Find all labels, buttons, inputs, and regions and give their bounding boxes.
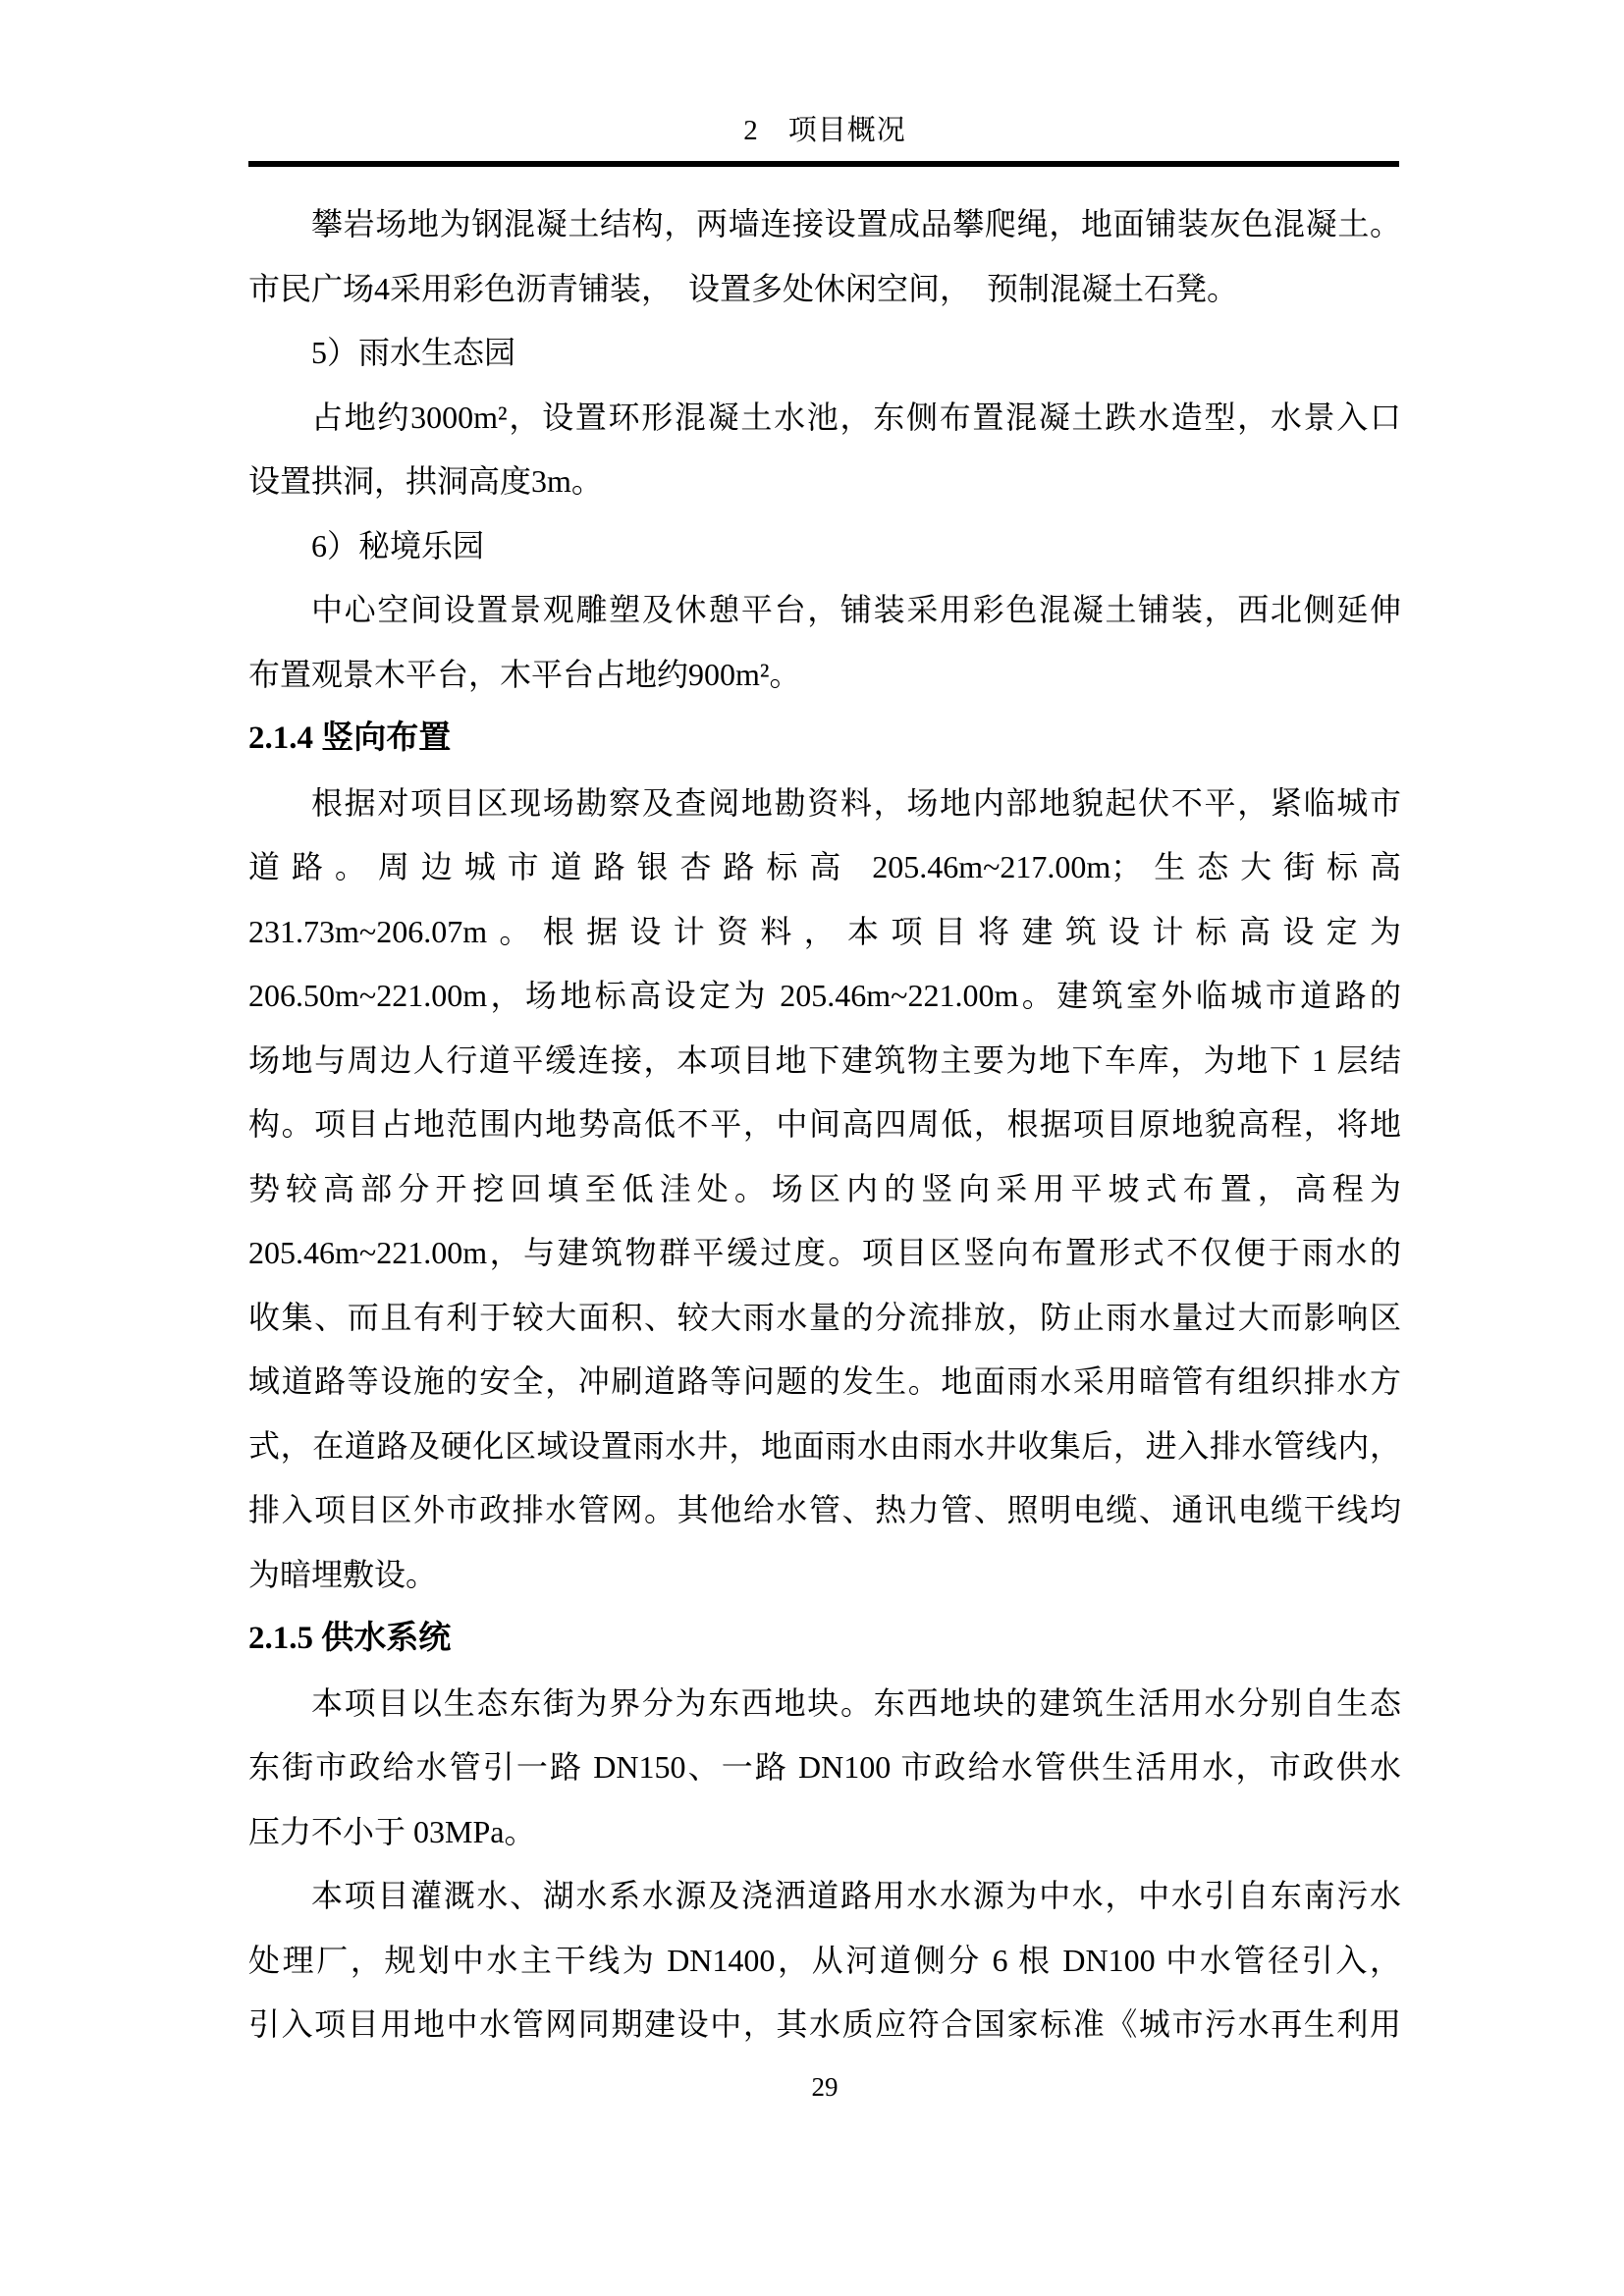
text-line: 占地约3000m²，设置环形混凝土水池，东侧布置混凝土跌水造型，水景入口 <box>311 399 1401 435</box>
text-line: 排入项目区外市政排水管网。其他给水管、热力管、照明电缆、通讯电缆干线均 <box>248 1492 1401 1527</box>
text-line: 根据对项目区现场勘察及查阅地勘资料，场地内部地貌起伏不平，紧临城市 <box>311 784 1401 821</box>
text-line: 为暗埋敷设。 <box>248 1556 438 1592</box>
text-line: 处理厂，规划中水主干线为 DN1400，从河道侧分 6 根 DN100 中水管径引入， <box>248 1942 1401 1978</box>
document-body <box>248 192 1401 2057</box>
text-line: 布置观景木平台，木平台占地约900m²。 <box>248 656 801 692</box>
text-line: 东街市政给水管引一路 DN150、一路 DN100 市政给水管供生活用水，市政供水 <box>248 1749 1401 1785</box>
text-line: 设置拱洞，拱洞高度3m。 <box>248 463 603 499</box>
text-line: 231.73m~206.07m。根据设计资料，本项目将建筑设计标高设定为 <box>248 913 1401 949</box>
page-header-title: 2 项目概况 <box>743 115 906 146</box>
text-line: 场地与周边人行道平缓连接，本项目地下建筑物主要为地下车库，为地下 1 层结 <box>248 1041 1401 1078</box>
section-heading: 2.1.4 竖向布置 <box>248 721 452 756</box>
text-line: 攀岩场地为钢混凝土结构，两墙连接设置成品攀爬绳，地面铺装灰色混凝土。 <box>311 206 1401 241</box>
text-line: 构。项目占地范围内地势高低不平，中间高四周低，根据项目原地貌高程，将地 <box>248 1106 1401 1142</box>
text-line: 引入项目用地中水管网同期建设中，其水质应符合国家标准《城市污水再生利用 <box>248 2006 1401 2042</box>
text-line: 6）秘境乐园 <box>311 527 485 563</box>
text-line: 中心空间设置景观雕塑及休憩平台，铺装采用彩色混凝土铺装，西北侧延伸 <box>311 592 1401 627</box>
text-line: 收集、而且有利于较大面积、较大雨水量的分流排放，防止雨水量过大而影响区 <box>248 1299 1401 1335</box>
text-line: 205.46m~221.00m，与建筑物群平缓过度。项目区竖向布置形式不仅便于雨水的 <box>248 1235 1401 1270</box>
text-line: 206.50m~221.00m，场地标高设定为 205.46m~221.00m。建筑室外临城市道路的 <box>248 978 1401 1013</box>
section-heading: 2.1.5 供水系统 <box>248 1621 452 1656</box>
text-line: 域道路等设施的安全，冲刷道路等问题的发生。地面雨水采用暗管有组织排水方 <box>248 1363 1401 1399</box>
text-line: 本项目灌溉水、湖水系水源及浇洒道路用水水源为中水，中水引自东南污水 <box>311 1878 1401 1913</box>
text-line: 道路。周边城市道路银杏路标高 205.46m~217.00m；生态大街标高 <box>248 849 1401 884</box>
header-rule <box>248 161 1399 167</box>
text-line: 势较高部分开挖回填至低洼处。场区内的竖向采用平坡式布置，高程为 <box>248 1170 1401 1206</box>
text-line: 式，在道路及硬化区域设置雨水井，地面雨水由雨水井收集后，进入排水管线内， <box>248 1427 1401 1464</box>
text-line: 5）雨水生态园 <box>311 335 516 370</box>
page-number: 29 <box>811 2072 839 2102</box>
text-line: 压力不小于 03MPa。 <box>248 1813 536 1849</box>
text-line: 市民广场4采用彩色沥青铺装， 设置多处休闲空间， 预制混凝土石凳。 <box>248 270 1239 306</box>
text-line: 本项目以生态东街为界分为东西地块。东西地块的建筑生活用水分别自生态 <box>311 1684 1401 1721</box>
